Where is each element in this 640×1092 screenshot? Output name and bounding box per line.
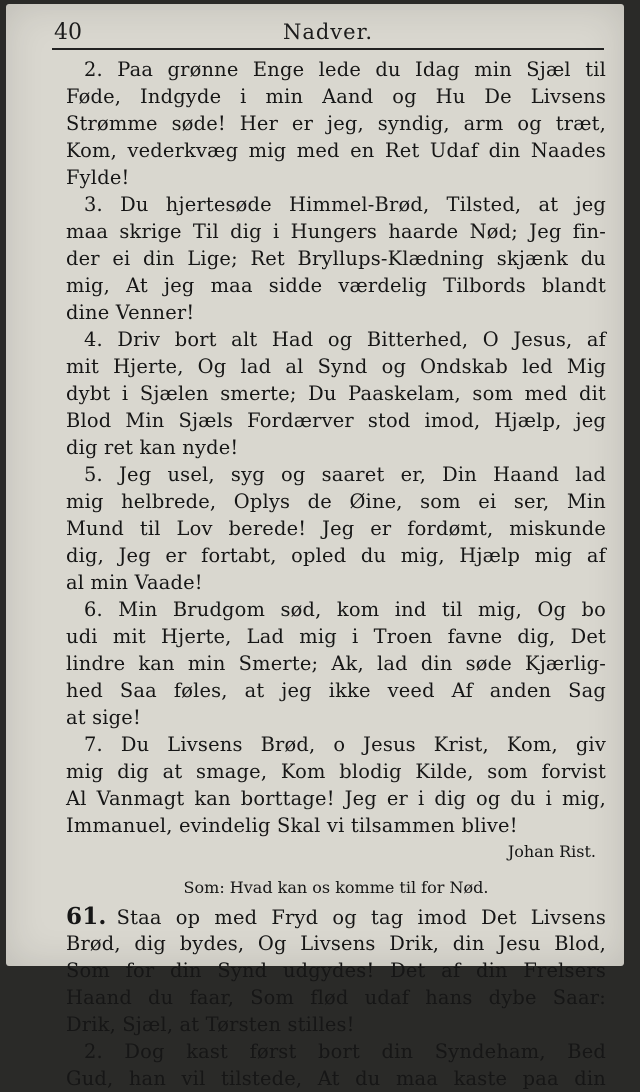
text-line: mit Hjerte, Og lad al Synd og Ondskab led Mig <box>66 355 606 378</box>
text-line: Strømme søde! Her er jeg, syndig, arm og træt, <box>66 112 606 135</box>
page-body <box>66 56 606 1092</box>
text-line: Mund til Lov berede! Jeg er fordømt, miskunde <box>66 517 606 540</box>
text-line: Brød, dig bydes, Og Livsens Drik, din Jesu Blod, <box>66 932 606 955</box>
text-line <box>66 903 606 930</box>
text-line: 5. Jeg usel, syg og saaret er, Din Haand lad <box>84 463 606 486</box>
text-line: dig ret kan nyde! <box>66 436 239 459</box>
text-line: dig, Jeg er fortabt, opled du mig, Hjælp mig af <box>66 544 606 567</box>
text-line: mig dig at smage, Kom blodig Kilde, som forvist <box>66 760 606 783</box>
text-line: udi mit Hjerte, Lad mig i Troen favne dig, Det <box>66 625 606 648</box>
text-line: Blod Min Sjæls Fordærver stod imod, Hjælp, jeg <box>66 409 606 432</box>
text-line: 4. Driv bort alt Had og Bitterhed, O Jesus, af <box>84 328 606 351</box>
text-line: mig, At jeg maa sidde værdelig Tilbords blandt <box>66 274 606 297</box>
text-line: 7. Du Livsens Brød, o Jesus Krist, Kom, giv <box>84 733 606 756</box>
page-header <box>52 18 604 50</box>
text-line: maa skrige Til dig i Hungers haarde Nød; Jeg fin- <box>66 220 606 243</box>
text-line: Immanuel, evindelig Skal vi tilsammen blive! <box>66 814 518 837</box>
text-line-content: Staa op med Fryd og tag imod Det Livsens <box>116 906 606 929</box>
text-line: hed Saa føles, at jeg ikke veed Af anden Sag <box>66 679 606 702</box>
tune-indication: Som: Hvad kan os komme til for Nød. <box>183 878 489 897</box>
hymn-61-text <box>66 903 606 1092</box>
hymn-author: Johan Rist. <box>507 842 596 861</box>
text-line: 6. Min Brudgom sød, kom ind til mig, Og bo <box>84 598 606 621</box>
text-line: Som for din Synd udgydes! Det af din Frelsers <box>66 959 606 982</box>
text-line: 3. Du hjertesøde Himmel-Brød, Tilsted, at jeg <box>84 193 606 216</box>
text-line: Fylde! <box>66 166 130 189</box>
text-line: Kom, vederkvæg mig med en Ret Udaf din Naades <box>66 139 606 162</box>
page-number: 40 <box>54 20 82 45</box>
text-line: Gud, han vil tilstede, At du maa kaste paa din <box>66 1067 606 1090</box>
text-line: Drik, Sjæl, at Tørsten stilles! <box>66 1013 355 1036</box>
hymn-60-text <box>66 56 606 865</box>
text-line: al min Vaade! <box>66 571 203 594</box>
text-line: der ei din Lige; Ret Bryllups-Klædning skjænk du <box>66 247 606 270</box>
text-line: lindre kan min Smerte; Ak, lad din søde Kjærlig- <box>66 652 606 675</box>
book-page <box>6 4 624 1090</box>
text-line: dine Venner! <box>66 301 195 324</box>
text-line: 2. Paa grønne Enge lede du Idag min Sjæl til <box>84 58 606 81</box>
text-line: Al Vanmagt kan borttage! Jeg er i dig og du i mig, <box>66 787 606 810</box>
running-head: Nadver. <box>282 20 374 44</box>
text-line: 2. Dog kast først bort din Syndeham, Bed <box>84 1040 606 1063</box>
hymn-number: 61. <box>66 903 107 930</box>
text-line: Føde, Indgyde i min Aand og Hu De Livsens <box>66 85 606 108</box>
text-line: dybt i Sjælen smerte; Du Paaskelam, som med dit <box>66 382 606 405</box>
text-line: Haand du faar, Som flød udaf hans dybe Saar: <box>66 986 606 1009</box>
text-line: mig helbrede, Oplys de Øine, som ei ser, Min <box>66 490 606 513</box>
text-line: at sige! <box>66 706 141 729</box>
